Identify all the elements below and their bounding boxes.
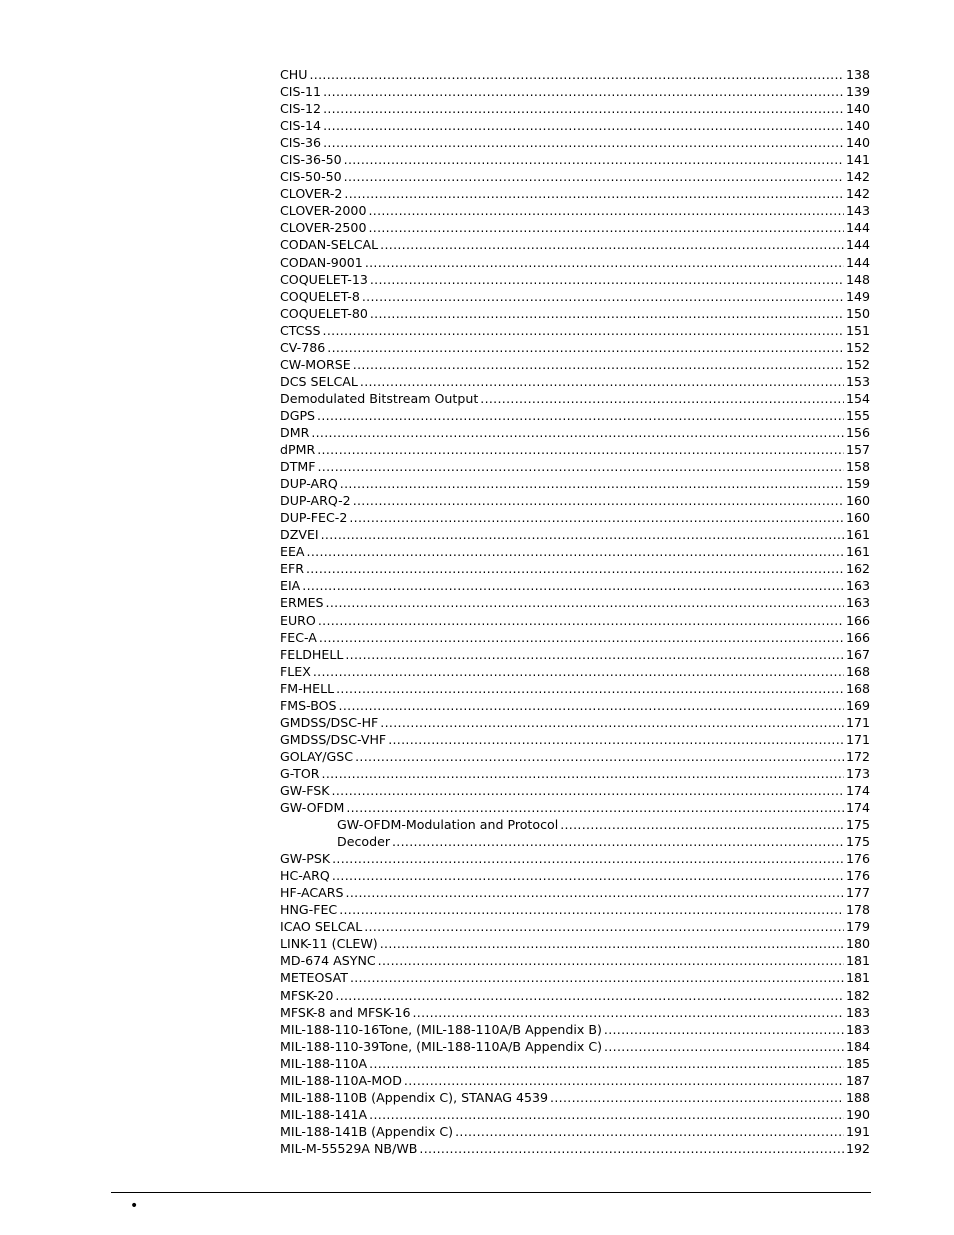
toc-dot-leader [332, 782, 844, 799]
toc-entry[interactable] [280, 799, 870, 816]
toc-entry[interactable] [280, 901, 870, 918]
toc-entry[interactable] [280, 373, 870, 390]
toc-entry-page-number: 143 [845, 203, 870, 219]
toc-entry-title: GW-FSK [280, 782, 330, 798]
toc-entry[interactable] [280, 918, 870, 935]
toc-entry-title: CODAN-9001 [280, 254, 363, 270]
toc-entry[interactable] [280, 1021, 870, 1038]
toc-entry-title: MFSK-20 [280, 987, 334, 1003]
toc-entry-title: FELDHELL [280, 646, 344, 662]
toc-entry-page-number: 159 [845, 476, 870, 492]
toc-entry-page-number: 152 [845, 339, 870, 355]
toc-dot-leader [350, 969, 844, 986]
toc-entry-page-number: 166 [845, 612, 870, 628]
toc-entry-title: HF-ACARS [280, 885, 344, 901]
toc-entry-page-number: 174 [845, 782, 870, 798]
toc-entry-title: MIL-188-110A-MOD [280, 1072, 402, 1088]
toc-entry-page-number: 151 [845, 322, 870, 338]
toc-dot-leader [327, 339, 844, 356]
toc-entry[interactable] [280, 441, 870, 458]
toc-entry-title: CTCSS [280, 322, 321, 338]
toc-entry-page-number: 154 [845, 390, 870, 406]
toc-entry[interactable] [280, 219, 870, 236]
toc-dot-leader [365, 254, 844, 271]
toc-entry-title: MIL-188-110-16Tone, (MIL-188-110A/B Appendix B) [280, 1021, 602, 1037]
toc-entry-page-number: 166 [845, 629, 870, 645]
toc-dot-leader [419, 1140, 844, 1157]
toc-dot-leader [364, 918, 844, 935]
toc-dot-leader [345, 646, 844, 663]
toc-dot-leader [360, 373, 844, 390]
toc-entry[interactable] [280, 594, 870, 611]
toc-entry[interactable] [280, 612, 870, 629]
toc-entry[interactable] [280, 458, 870, 475]
toc-entry[interactable] [280, 151, 870, 168]
toc-dot-leader [455, 1123, 844, 1140]
toc-entry[interactable] [280, 1004, 870, 1021]
toc-dot-leader [318, 458, 844, 475]
toc-entry-page-number: 162 [845, 561, 870, 577]
toc-dot-leader [368, 202, 843, 219]
toc-entry[interactable] [280, 935, 870, 952]
toc-entry[interactable] [280, 202, 870, 219]
toc-entry-title: CV-786 [280, 339, 326, 355]
toc-entry[interactable] [280, 236, 870, 253]
toc-entry-title: FEC-A [280, 629, 317, 645]
toc-entry[interactable] [280, 100, 870, 117]
toc-entry[interactable] [280, 305, 870, 322]
toc-entry-page-number: 171 [845, 714, 870, 730]
toc-entry[interactable] [280, 867, 870, 884]
toc-dot-leader [355, 748, 844, 765]
toc-entry-title: GW-OFDM [280, 800, 345, 816]
toc-entry[interactable] [280, 271, 870, 288]
toc-entry[interactable] [280, 884, 870, 901]
toc-entry-page-number: 180 [845, 936, 870, 952]
toc-entry-page-number: 183 [845, 1021, 870, 1037]
toc-entry-page-number: 177 [845, 885, 870, 901]
toc-entry[interactable] [280, 117, 870, 134]
toc-entry-title: LINK-11 (CLEW) [280, 936, 378, 952]
toc-dot-leader [480, 390, 844, 407]
footer-divider [111, 1192, 871, 1193]
toc-entry-page-number: 155 [845, 407, 870, 423]
toc-entry-title: CHU [280, 67, 308, 82]
toc-dot-leader [332, 867, 844, 884]
toc-entry-page-number: 178 [845, 902, 870, 918]
toc-entry-title: CIS-50-50 [280, 169, 342, 185]
table-of-contents [280, 66, 870, 1157]
toc-entry-title: DZVEI [280, 527, 319, 543]
toc-entry-page-number: 176 [845, 868, 870, 884]
toc-entry[interactable] [280, 952, 870, 969]
toc-entry[interactable] [280, 66, 870, 83]
toc-entry-title: MFSK-8 and MFSK-16 [280, 1004, 411, 1020]
toc-entry-page-number: 142 [845, 169, 870, 185]
toc-dot-leader [604, 1021, 844, 1038]
toc-entry[interactable] [280, 1123, 870, 1140]
toc-entry-title: DTMF [280, 459, 316, 475]
toc-entry[interactable] [280, 748, 870, 765]
toc-entry-page-number: 176 [845, 851, 870, 867]
toc-entry-page-number: 140 [845, 101, 870, 117]
toc-dot-leader [326, 594, 844, 611]
toc-entry-title: MD-674 ASYNC [280, 953, 376, 969]
toc-entry-page-number: 181 [845, 970, 870, 986]
toc-entry-page-number: 190 [845, 1106, 870, 1122]
toc-entry-title: DGPS [280, 407, 316, 423]
toc-dot-leader [336, 680, 844, 697]
toc-entry-page-number: 156 [845, 424, 870, 440]
toc-dot-leader [346, 884, 844, 901]
toc-dot-leader [380, 935, 844, 952]
toc-entry-title: DUP-ARQ [280, 476, 338, 492]
toc-entry-page-number: 179 [845, 919, 870, 935]
toc-entry-title: COQUELET-13 [280, 271, 368, 287]
toc-entry[interactable] [280, 646, 870, 663]
toc-entry[interactable] [280, 697, 870, 714]
toc-dot-leader [380, 714, 844, 731]
toc-entry-title: CLOVER-2500 [280, 220, 367, 236]
toc-entry-page-number: 191 [845, 1123, 870, 1139]
toc-entry-title: COQUELET-80 [280, 305, 368, 321]
toc-dot-leader [370, 305, 844, 322]
toc-entry-page-number: 161 [845, 544, 870, 560]
toc-dot-leader [380, 236, 844, 253]
toc-entry-page-number: 183 [845, 1004, 870, 1020]
toc-dot-leader [369, 1106, 844, 1123]
toc-entry[interactable] [280, 850, 870, 867]
toc-entry-page-number: 169 [845, 697, 870, 713]
toc-entry-page-number: 152 [845, 356, 870, 372]
toc-dot-leader [317, 407, 844, 424]
toc-dot-leader [344, 151, 844, 168]
toc-dot-leader [323, 134, 844, 151]
toc-entry-title: CLOVER-2000 [280, 203, 367, 219]
toc-entry[interactable] [280, 1140, 870, 1157]
toc-entry[interactable] [280, 407, 870, 424]
toc-entry-title: DCS SELCAL [280, 373, 358, 389]
toc-entry[interactable] [280, 782, 870, 799]
toc-entry-title: MIL-188-141B (Appendix C) [280, 1123, 454, 1139]
toc-dot-leader [323, 117, 844, 134]
toc-dot-leader [362, 288, 844, 305]
toc-entry[interactable] [280, 765, 870, 782]
toc-entry-page-number: 175 [845, 817, 870, 833]
toc-entry-page-number: 187 [845, 1072, 870, 1088]
toc-entry-page-number: 140 [845, 135, 870, 151]
toc-entry-page-number: 144 [845, 237, 870, 253]
toc-entry[interactable] [280, 560, 870, 577]
toc-entry-page-number: 171 [845, 731, 870, 747]
toc-entry-page-number: 168 [845, 680, 870, 696]
toc-entry-page-number: 192 [845, 1140, 870, 1156]
toc-entry[interactable] [280, 390, 870, 407]
toc-entry[interactable] [280, 288, 870, 305]
toc-dot-leader [313, 663, 844, 680]
toc-entry[interactable] [280, 663, 870, 680]
toc-entry[interactable] [280, 833, 870, 850]
toc-dot-leader [404, 1072, 844, 1089]
toc-dot-leader [392, 833, 844, 850]
toc-entry-page-number: 160 [845, 510, 870, 526]
toc-entry-title: EURO [280, 612, 316, 628]
toc-dot-leader [370, 271, 844, 288]
toc-entry[interactable] [280, 492, 870, 509]
toc-dot-leader [311, 424, 844, 441]
toc-entry-title: MIL-188-110-39Tone, (MIL-188-110A/B Appendix C) [280, 1038, 603, 1054]
toc-dot-leader [321, 526, 844, 543]
toc-dot-leader [550, 1089, 844, 1106]
toc-entry-title: EEA [280, 544, 305, 560]
toc-entry-title: METEOSAT [280, 970, 348, 986]
toc-entry-title: FM-HELL [280, 680, 335, 696]
toc-dot-leader [368, 219, 843, 236]
toc-dot-leader [344, 185, 844, 202]
toc-entry-page-number: 167 [845, 646, 870, 662]
toc-entry-page-number: 158 [845, 459, 870, 475]
toc-dot-leader [335, 987, 844, 1004]
toc-entry[interactable] [280, 543, 870, 560]
toc-dot-leader [560, 816, 844, 833]
toc-entry[interactable] [280, 731, 870, 748]
toc-dot-leader [353, 492, 844, 509]
footer-bullet: • [130, 1198, 139, 1214]
toc-entry[interactable] [280, 680, 870, 697]
toc-entry-page-number: 160 [845, 493, 870, 509]
toc-dot-leader [318, 612, 844, 629]
toc-entry-title: CODAN-SELCAL [280, 237, 379, 253]
toc-dot-leader [323, 83, 844, 100]
toc-entry-page-number: 138 [845, 67, 870, 82]
toc-entry[interactable] [280, 714, 870, 731]
toc-entry[interactable] [280, 424, 870, 441]
toc-entry[interactable] [280, 1072, 870, 1089]
toc-entry-page-number: 174 [845, 800, 870, 816]
toc-dot-leader [339, 901, 844, 918]
toc-entry-page-number: 139 [845, 84, 870, 100]
toc-entry[interactable] [280, 134, 870, 151]
toc-entry-page-number: 144 [845, 254, 870, 270]
toc-entry-title: CLOVER-2 [280, 186, 343, 202]
toc-entry-title: G-TOR [280, 765, 320, 781]
toc-entry-title: GW-OFDM-Modulation and Protocol [337, 817, 559, 833]
toc-entry-page-number: 188 [845, 1089, 870, 1105]
toc-entry-page-number: 163 [845, 578, 870, 594]
toc-entry[interactable] [280, 509, 870, 526]
toc-dot-leader [369, 1055, 844, 1072]
toc-entry-title: Demodulated Bitstream Output [280, 390, 479, 406]
toc-entry-title: dPMR [280, 442, 316, 458]
toc-entry-page-number: 150 [845, 305, 870, 321]
toc-dot-leader [322, 765, 844, 782]
toc-entry[interactable] [280, 577, 870, 594]
toc-entry-title: GMDSS/DSC-VHF [280, 731, 387, 747]
toc-entry-page-number: 161 [845, 527, 870, 543]
toc-dot-leader [353, 356, 844, 373]
toc-entry-title: GMDSS/DSC-HF [280, 714, 379, 730]
toc-dot-leader [378, 952, 844, 969]
toc-entry-title: HC-ARQ [280, 868, 330, 884]
toc-entry-page-number: 175 [845, 834, 870, 850]
toc-entry[interactable] [280, 969, 870, 986]
toc-dot-leader [340, 475, 844, 492]
toc-dot-leader [319, 629, 844, 646]
toc-entry-title: HNG-FEC [280, 902, 338, 918]
toc-dot-leader [412, 1004, 843, 1021]
toc-entry-title: CIS-11 [280, 84, 322, 100]
toc-entry-page-number: 173 [845, 765, 870, 781]
toc-dot-leader [344, 168, 844, 185]
toc-dot-leader [309, 66, 843, 83]
toc-entry[interactable] [280, 475, 870, 492]
toc-entry[interactable] [280, 168, 870, 185]
toc-entry-title: CW-MORSE [280, 356, 351, 372]
toc-entry-title: COQUELET-8 [280, 288, 360, 304]
toc-entry-page-number: 149 [845, 288, 870, 304]
toc-entry-title: FMS-BOS [280, 697, 337, 713]
toc-entry[interactable] [280, 339, 870, 356]
toc-dot-leader [349, 509, 844, 526]
toc-dot-leader [604, 1038, 844, 1055]
toc-entry-title: DMR [280, 424, 310, 440]
toc-entry-title: EIA [280, 578, 301, 594]
toc-entry-page-number: 153 [845, 373, 870, 389]
toc-entry[interactable] [280, 629, 870, 646]
toc-entry-title: CIS-36-50 [280, 152, 342, 168]
toc-entry-page-number: 182 [845, 987, 870, 1003]
toc-entry[interactable] [280, 254, 870, 271]
toc-entry-page-number: 184 [845, 1038, 870, 1054]
toc-entry[interactable] [280, 185, 870, 202]
toc-entry-page-number: 181 [845, 953, 870, 969]
toc-dot-leader [388, 731, 844, 748]
toc-entry-page-number: 140 [845, 118, 870, 134]
toc-entry-title: DUP-ARQ-2 [280, 493, 351, 509]
toc-entry[interactable] [280, 356, 870, 373]
toc-entry[interactable] [280, 322, 870, 339]
toc-entry-title: EFR [280, 561, 304, 577]
toc-entry-title: MIL-M-55529A NB/WB [280, 1140, 418, 1156]
toc-entry-page-number: 148 [845, 271, 870, 287]
toc-entry-title: CIS-12 [280, 101, 322, 117]
toc-entry-page-number: 168 [845, 663, 870, 679]
toc-entry-title: CIS-14 [280, 118, 322, 134]
toc-entry-page-number: 141 [845, 152, 870, 168]
toc-entry-title: CIS-36 [280, 135, 322, 151]
toc-entry-title: ERMES [280, 595, 324, 611]
toc-dot-leader [339, 697, 844, 714]
toc-entry-page-number: 142 [845, 186, 870, 202]
toc-entry-title: MIL-188-110A [280, 1055, 368, 1071]
toc-dot-leader [317, 441, 844, 458]
toc-entry[interactable] [280, 816, 870, 833]
toc-dot-leader [306, 560, 844, 577]
toc-entry[interactable] [280, 1106, 870, 1123]
toc-entry[interactable] [280, 83, 870, 100]
toc-dot-leader [302, 577, 844, 594]
toc-entry[interactable] [280, 1038, 870, 1055]
toc-entry[interactable] [280, 526, 870, 543]
toc-entry-page-number: 163 [845, 595, 870, 611]
toc-entry-title: ICAO SELCAL [280, 919, 363, 935]
toc-entry-title: FLEX [280, 663, 311, 679]
toc-entry-title: Decoder [337, 834, 390, 850]
toc-entry-page-number: 185 [845, 1055, 870, 1071]
toc-dot-leader [323, 100, 844, 117]
toc-entry[interactable] [280, 1055, 870, 1072]
toc-entry-title: DUP-FEC-2 [280, 510, 348, 526]
toc-dot-leader [332, 850, 844, 867]
toc-dot-leader [346, 799, 844, 816]
toc-entry[interactable] [280, 987, 870, 1004]
toc-entry-title: GOLAY/GSC [280, 748, 354, 764]
toc-dot-leader [323, 322, 844, 339]
toc-entry-page-number: 157 [845, 442, 870, 458]
toc-dot-leader [307, 543, 844, 560]
toc-entry-title: MIL-188-141A [280, 1106, 368, 1122]
toc-entry-title: MIL-188-110B (Appendix C), STANAG 4539 [280, 1089, 549, 1105]
toc-entry-page-number: 144 [845, 220, 870, 236]
toc-entry-title: GW-PSK [280, 851, 331, 867]
toc-entry-page-number: 172 [845, 748, 870, 764]
toc-entry[interactable] [280, 1089, 870, 1106]
